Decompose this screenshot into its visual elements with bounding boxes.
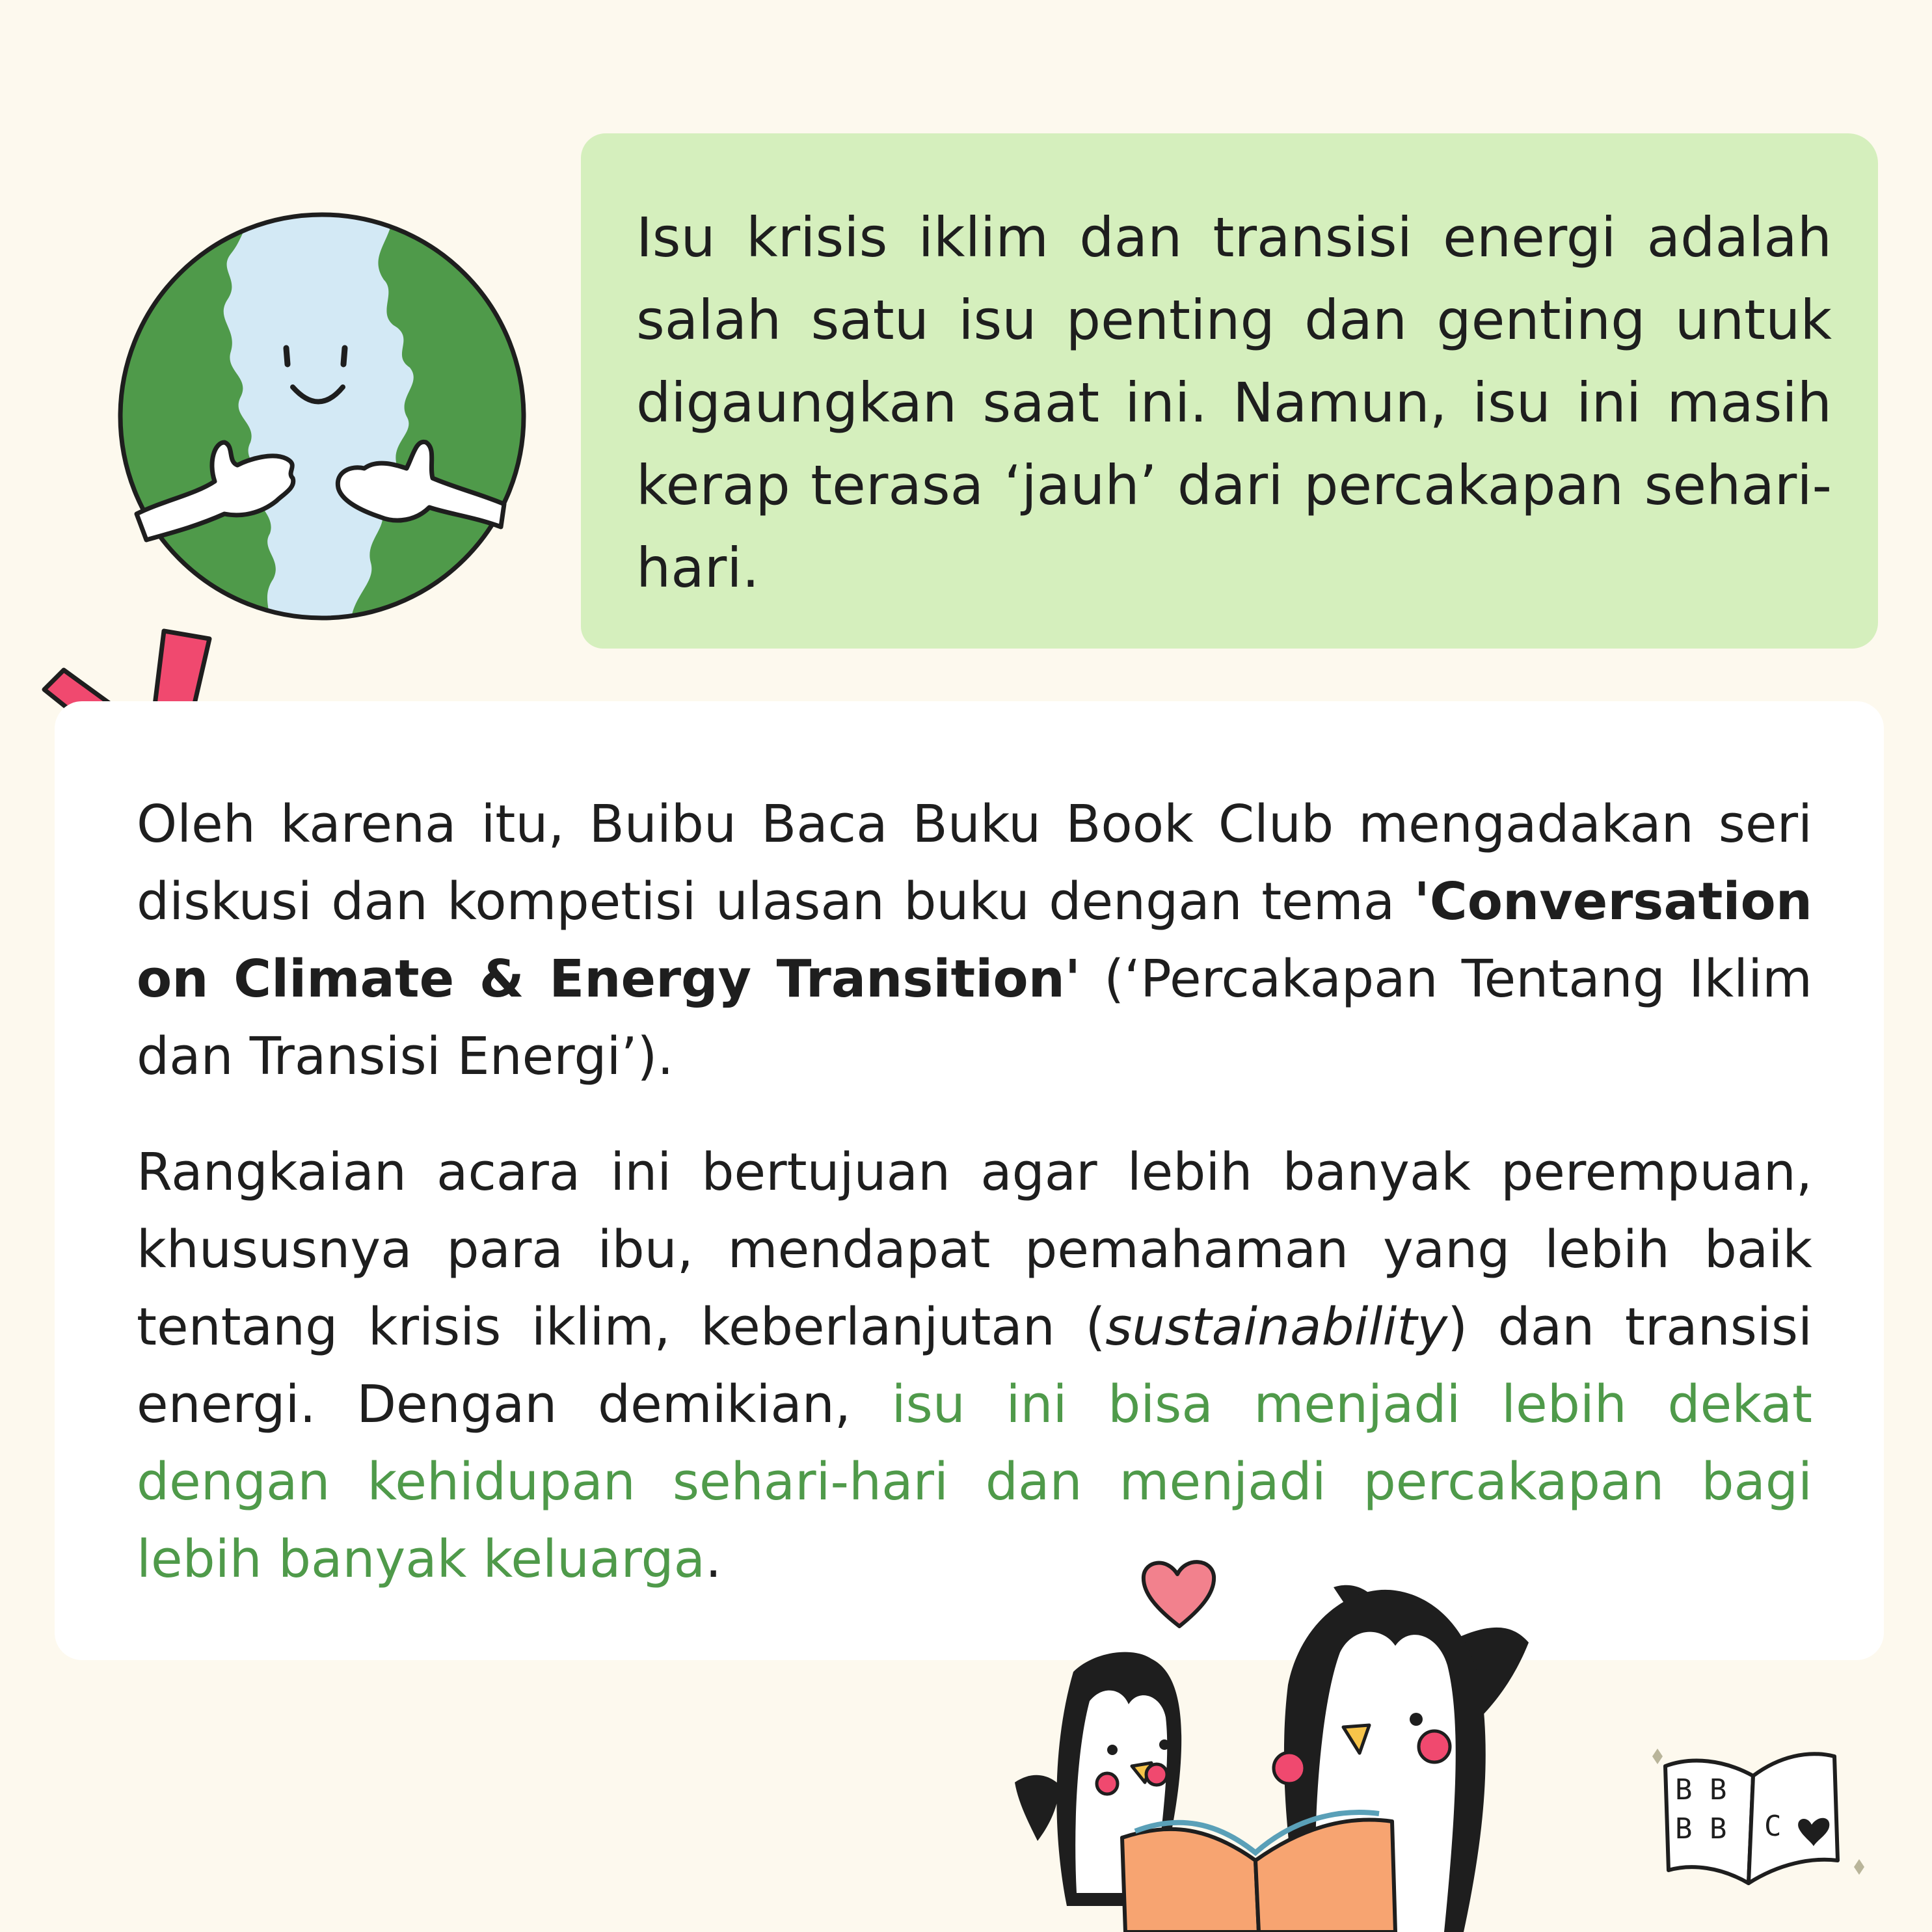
bbbc-logo-icon (1639, 1737, 1860, 1893)
paragraph-2-text: Rangkaian acara ini bertujuan agar lebih banyak perempuan, khususnya para ibu, mendapat pemahaman yang lebih baik tentang krisis iklim, keberlanjutan ( (137, 1142, 1812, 1357)
paragraph-2-middle: ) dan transisi energi. Dengan demikian, (137, 1297, 1812, 1434)
theme-title: 'Conversation on Climate & Energy Transition' (137, 872, 1812, 1009)
paragraph-2 (137, 1134, 1812, 1598)
sustainability-term: sustainability (1105, 1297, 1448, 1357)
paragraph-1 (137, 786, 1812, 1095)
highlighted-text: isu ini bisa menjadi lebih dekat dengan kehidupan sehari-hari dan menjadi percakapan bagi lebih banyak keluarga (137, 1375, 1813, 1589)
logo-letter: B (1675, 1773, 1693, 1806)
paragraph-1-text: Oleh karena itu, Buibu Baca Buku Book Club mengadakan seri diskusi dan kompetisi ulasan buku dengan tema (137, 794, 1812, 932)
paragraph-2-end: . (705, 1529, 722, 1589)
intro-text: Isu krisis iklim dan transisi energi adalah salah satu isu penting dan genting untuk digaungkan saat ini. Namun, isu ini masih kerap terasa ‘jauh’ dari percakapan sehari-hari. (636, 206, 1832, 600)
bbbc-logo (1639, 1737, 1860, 1893)
logo-letter: B (1710, 1812, 1727, 1845)
penguins-reading-illustration (1015, 1555, 1600, 1932)
logo-letters-left (1675, 1771, 1747, 1849)
logo-letter-c: C (1764, 1810, 1782, 1843)
earth-icon (111, 208, 533, 637)
logo-letter: B (1675, 1812, 1693, 1845)
open-book-icon (1122, 1812, 1395, 1932)
theme-translation: (‘Percakapan Tentang Iklim dan Transisi Energi’). (137, 949, 1812, 1086)
logo-letter: B (1710, 1773, 1727, 1806)
